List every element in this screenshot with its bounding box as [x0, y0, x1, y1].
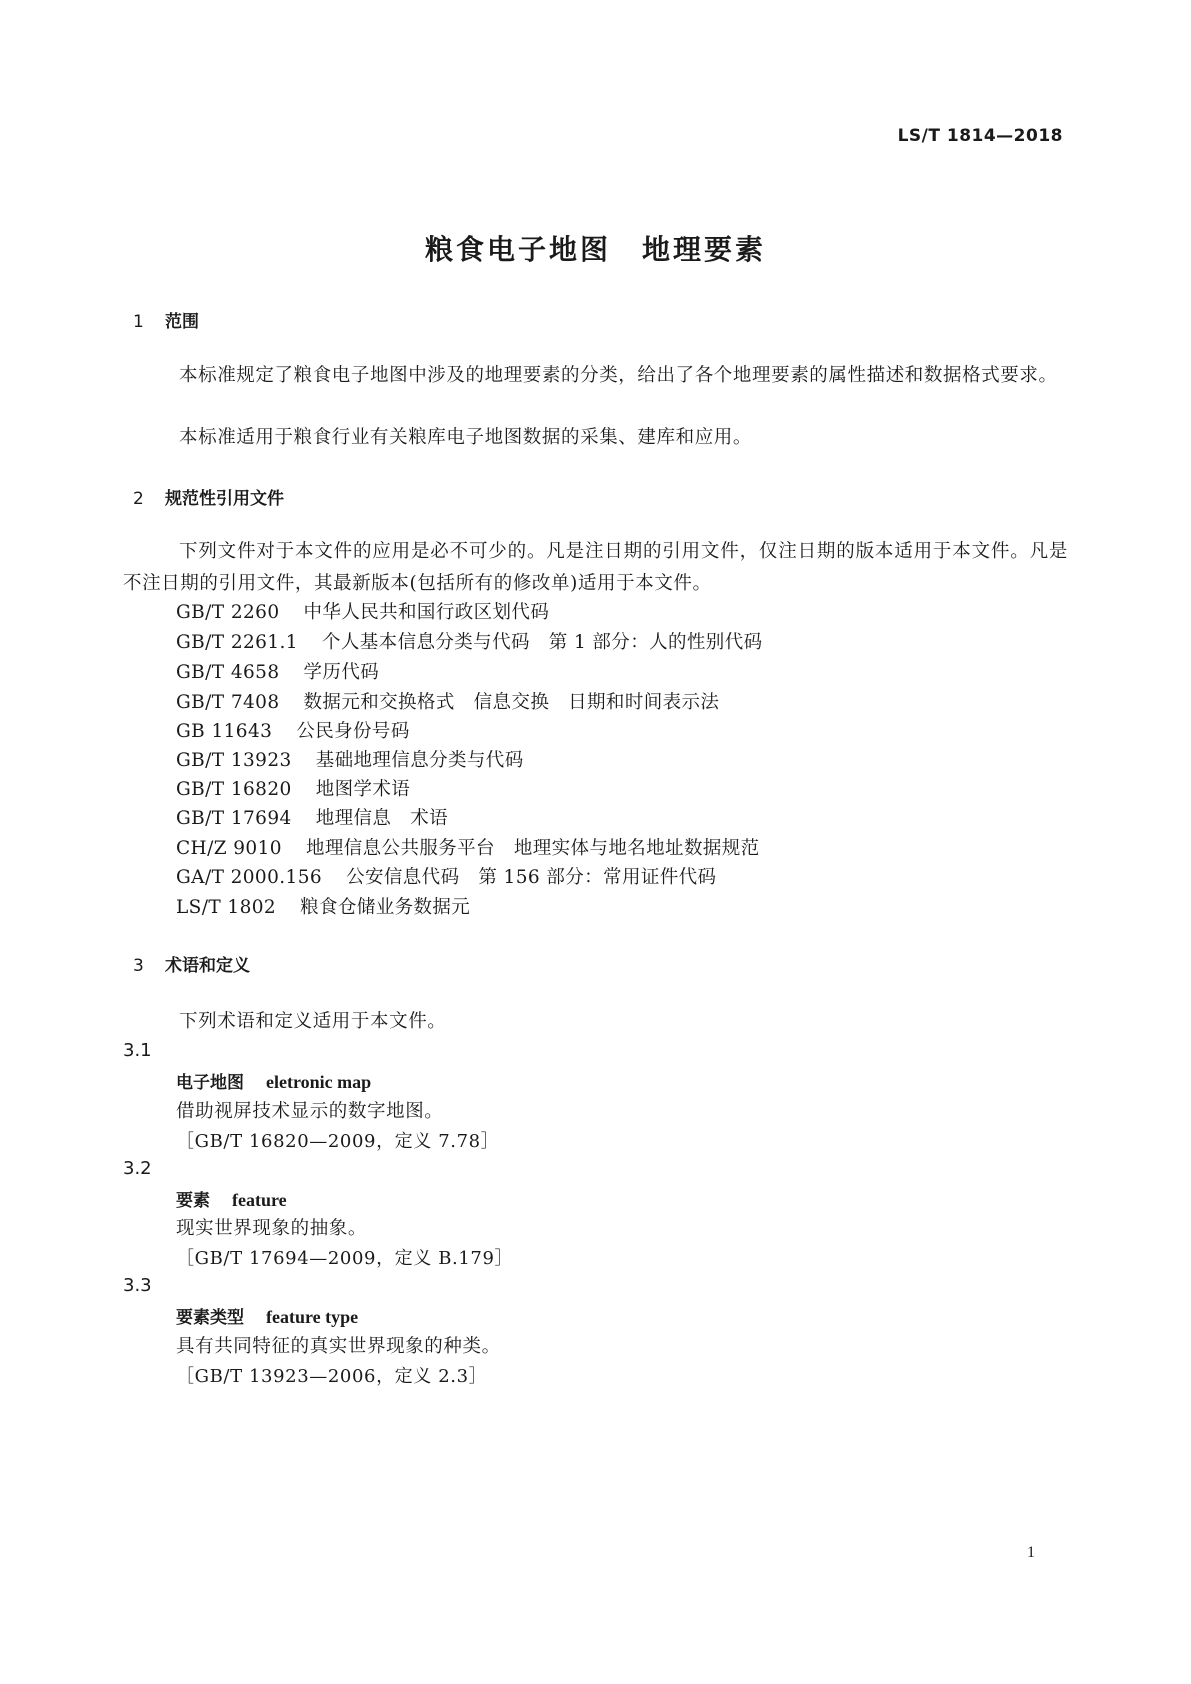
term-heading	[176, 1068, 371, 1093]
section-title: 规范性引用文件	[165, 489, 284, 509]
term-definition: 现实世界现象的抽象。	[176, 1218, 368, 1239]
page-number: 1	[1027, 1544, 1035, 1561]
reference-code: GB/T 2260	[176, 602, 280, 623]
standard-number: LS/T 1814—2018	[897, 126, 1063, 146]
reference-code: CH/Z 9010	[176, 838, 282, 859]
term-heading	[176, 1303, 358, 1328]
section-title: 术语和定义	[165, 956, 250, 976]
section-2-heading	[133, 484, 284, 509]
reference-code: LS/T 1802	[176, 897, 277, 918]
term-definition: 具有共同特征的真实世界现象的种类。	[176, 1336, 501, 1357]
reference-item	[176, 716, 410, 748]
reference-item	[176, 745, 524, 777]
reference-title: 基础地理信息分类与代码	[315, 750, 524, 771]
term-en: feature type	[266, 1307, 359, 1327]
reference-code: GB 11643	[176, 721, 273, 742]
term-number: 3.1	[123, 1040, 152, 1061]
term-heading	[176, 1186, 287, 1211]
reference-item	[176, 687, 719, 719]
reference-code: GB/T 16820	[176, 779, 292, 800]
document-title: 粮食电子地图 地理要素	[424, 233, 766, 266]
reference-title: 地图学术语	[315, 779, 411, 800]
reference-item	[176, 657, 379, 689]
reference-code: GB/T 2261.1	[176, 632, 298, 653]
term-zh: 电子地图	[176, 1073, 244, 1093]
reference-title: 数据元和交换格式 信息交换 日期和时间表示法	[303, 692, 720, 713]
reference-code: GB/T 4658	[176, 662, 280, 683]
term-zh: 要素类型	[176, 1308, 244, 1328]
reference-item	[176, 774, 410, 806]
term-source: ［GB/T 16820—2009，定义 7.78］	[176, 1131, 500, 1152]
reference-code: GB/T 7408	[176, 692, 280, 713]
reference-title: 公安信息代码 第 156 部分：常用证件代码	[346, 867, 717, 888]
term-number: 3.3	[123, 1275, 152, 1296]
term-source: ［GB/T 13923—2006，定义 2.3］	[176, 1366, 488, 1387]
term-source: ［GB/T 17694—2009，定义 B.179］	[176, 1248, 514, 1269]
term-en: eletronic map	[266, 1072, 372, 1092]
term-number: 3.2	[123, 1158, 152, 1179]
term-en: feature	[232, 1190, 287, 1210]
paragraph: 本标准规定了粮食电子地图中涉及的地理要素的分类，给出了各个地理要素的属性描述和数据格式要求。	[179, 365, 1058, 386]
paragraph: 下列术语和定义适用于本文件。	[179, 1011, 447, 1032]
reference-item	[176, 892, 470, 924]
term-zh: 要素	[176, 1191, 210, 1211]
reference-item	[176, 803, 448, 835]
term-definition: 借助视屏技术显示的数字地图。	[176, 1101, 444, 1122]
section-number: 1	[133, 312, 144, 332]
section-number: 2	[133, 489, 144, 509]
reference-code: GB/T 17694	[176, 808, 292, 829]
reference-title: 中华人民共和国行政区划代码	[303, 602, 550, 623]
reference-item	[176, 597, 549, 629]
reference-code: GA/T 2000.156	[176, 867, 323, 888]
reference-item	[176, 627, 763, 659]
reference-title: 公民身份号码	[296, 721, 410, 742]
reference-title: 学历代码	[303, 662, 380, 683]
section-3-heading	[133, 951, 250, 976]
reference-title: 个人基本信息分类与代码 第 1 部分：人的性别代码	[321, 632, 763, 653]
reference-title: 地理信息公共服务平台 地理实体与地名地址数据规范	[305, 838, 760, 859]
paragraph: 本标准适用于粮食行业有关粮库电子地图数据的采集、建库和应用。	[179, 427, 753, 448]
section-1-heading	[133, 307, 199, 332]
reference-title: 地理信息 术语	[315, 808, 448, 829]
reference-item	[176, 833, 760, 865]
section-number: 3	[133, 956, 144, 976]
reference-item	[176, 862, 716, 894]
reference-title: 粮食仓储业务数据元	[300, 897, 471, 918]
paragraph: 下列文件对于本文件的应用是必不可少的。凡是注日期的引用文件，仅注日期的版本适用于本文件。凡是不注日期的引用文件，其最新版本(包括所有的修改单)适用于本文件。	[123, 541, 1068, 594]
reference-code: GB/T 13923	[176, 750, 292, 771]
section-title: 范围	[165, 312, 199, 332]
